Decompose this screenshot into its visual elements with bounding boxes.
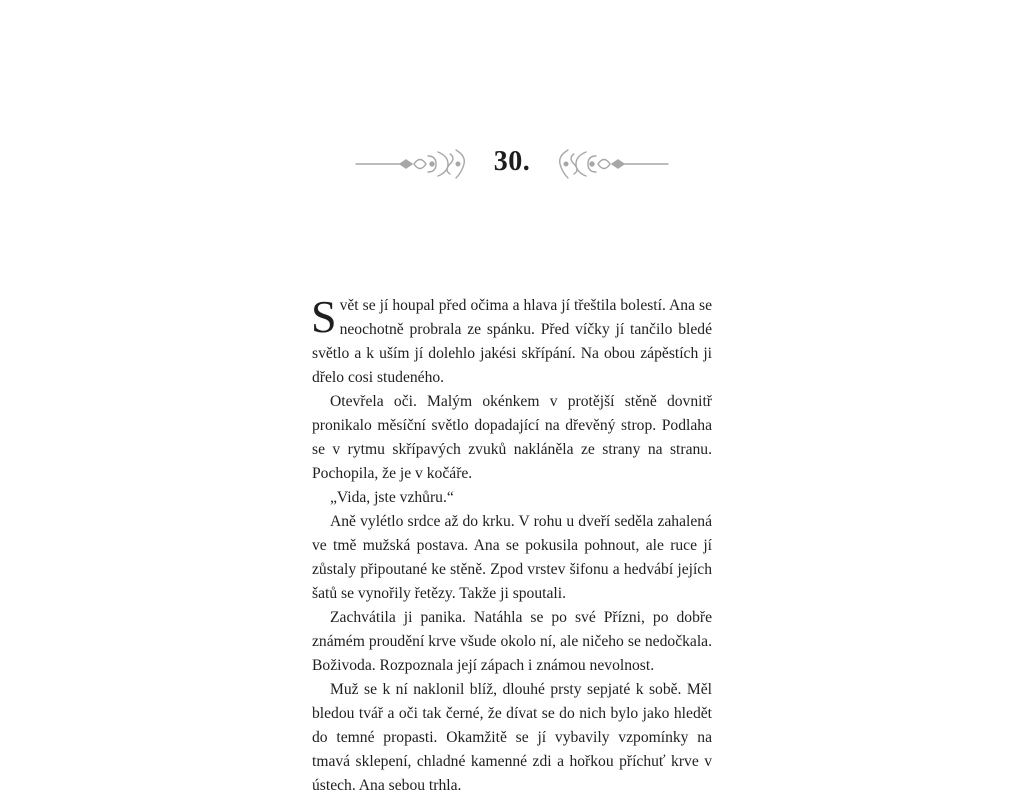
chapter-number: 30. [493, 146, 531, 177]
chapter-body [311, 291, 712, 798]
drop-cap: S [311, 291, 337, 342]
dialogue-line: „Vida, jste vzhůru.“ [330, 489, 454, 506]
left-ornament-icon [354, 146, 470, 182]
chapter-heading [0, 140, 1024, 190]
paragraph [311, 291, 712, 390]
paragraph: Otevřela oči. Malým okénkem v protější stěně dovnitř pronikalo měsíční světlo dopadající na dřevěný strop. Podlaha se v rytmu skřípavých zvuků nakláněla ze strany na stranu. Pochopila, že je v kočáře. [312, 393, 712, 482]
paragraph-text: vět se jí houpal před očima a hlava jí třeštila bolestí. Ana se neochotně probrala ze spánku. Před víčky jí tančilo bledé světlo a k uším jí dolehlo jakési skřípání. Na obou zápěstích ji dřelo cosi studeného. [312, 297, 712, 386]
paragraph: Aně vylétlo srdce až do krku. V rohu u dveří seděla zahalená ve tmě mužská postava. Ana se pokusila pohnout, ale ruce jí zůstaly připoutané ke stěně. Zpod vrstev šifonu a hedvábí jejích šatů se vynořily řetězy. Takže ji spoutali. [312, 513, 712, 602]
paragraph: Muž se k ní naklonil blíž, dlouhé prsty sepjaté k sobě. Měl bledou tvář a oči tak černé, že dívat se do nich bylo jako hledět do temné propasti. Okamžitě se jí vybavily vzpomínky na tmavá sklepení, chladné kamenné zdi a hořkou příchuť krve v ústech. Ana sebou trhla. [312, 681, 712, 794]
right-ornament-icon [554, 146, 670, 182]
paragraph: Zachvátila ji panika. Natáhla se po své Přízni, po dobře známém proudění krve všude okolo ní, ale ničeho se nedočkala. Boživoda. Rozpoznala její zápach i známou nevolnost. [312, 609, 712, 674]
